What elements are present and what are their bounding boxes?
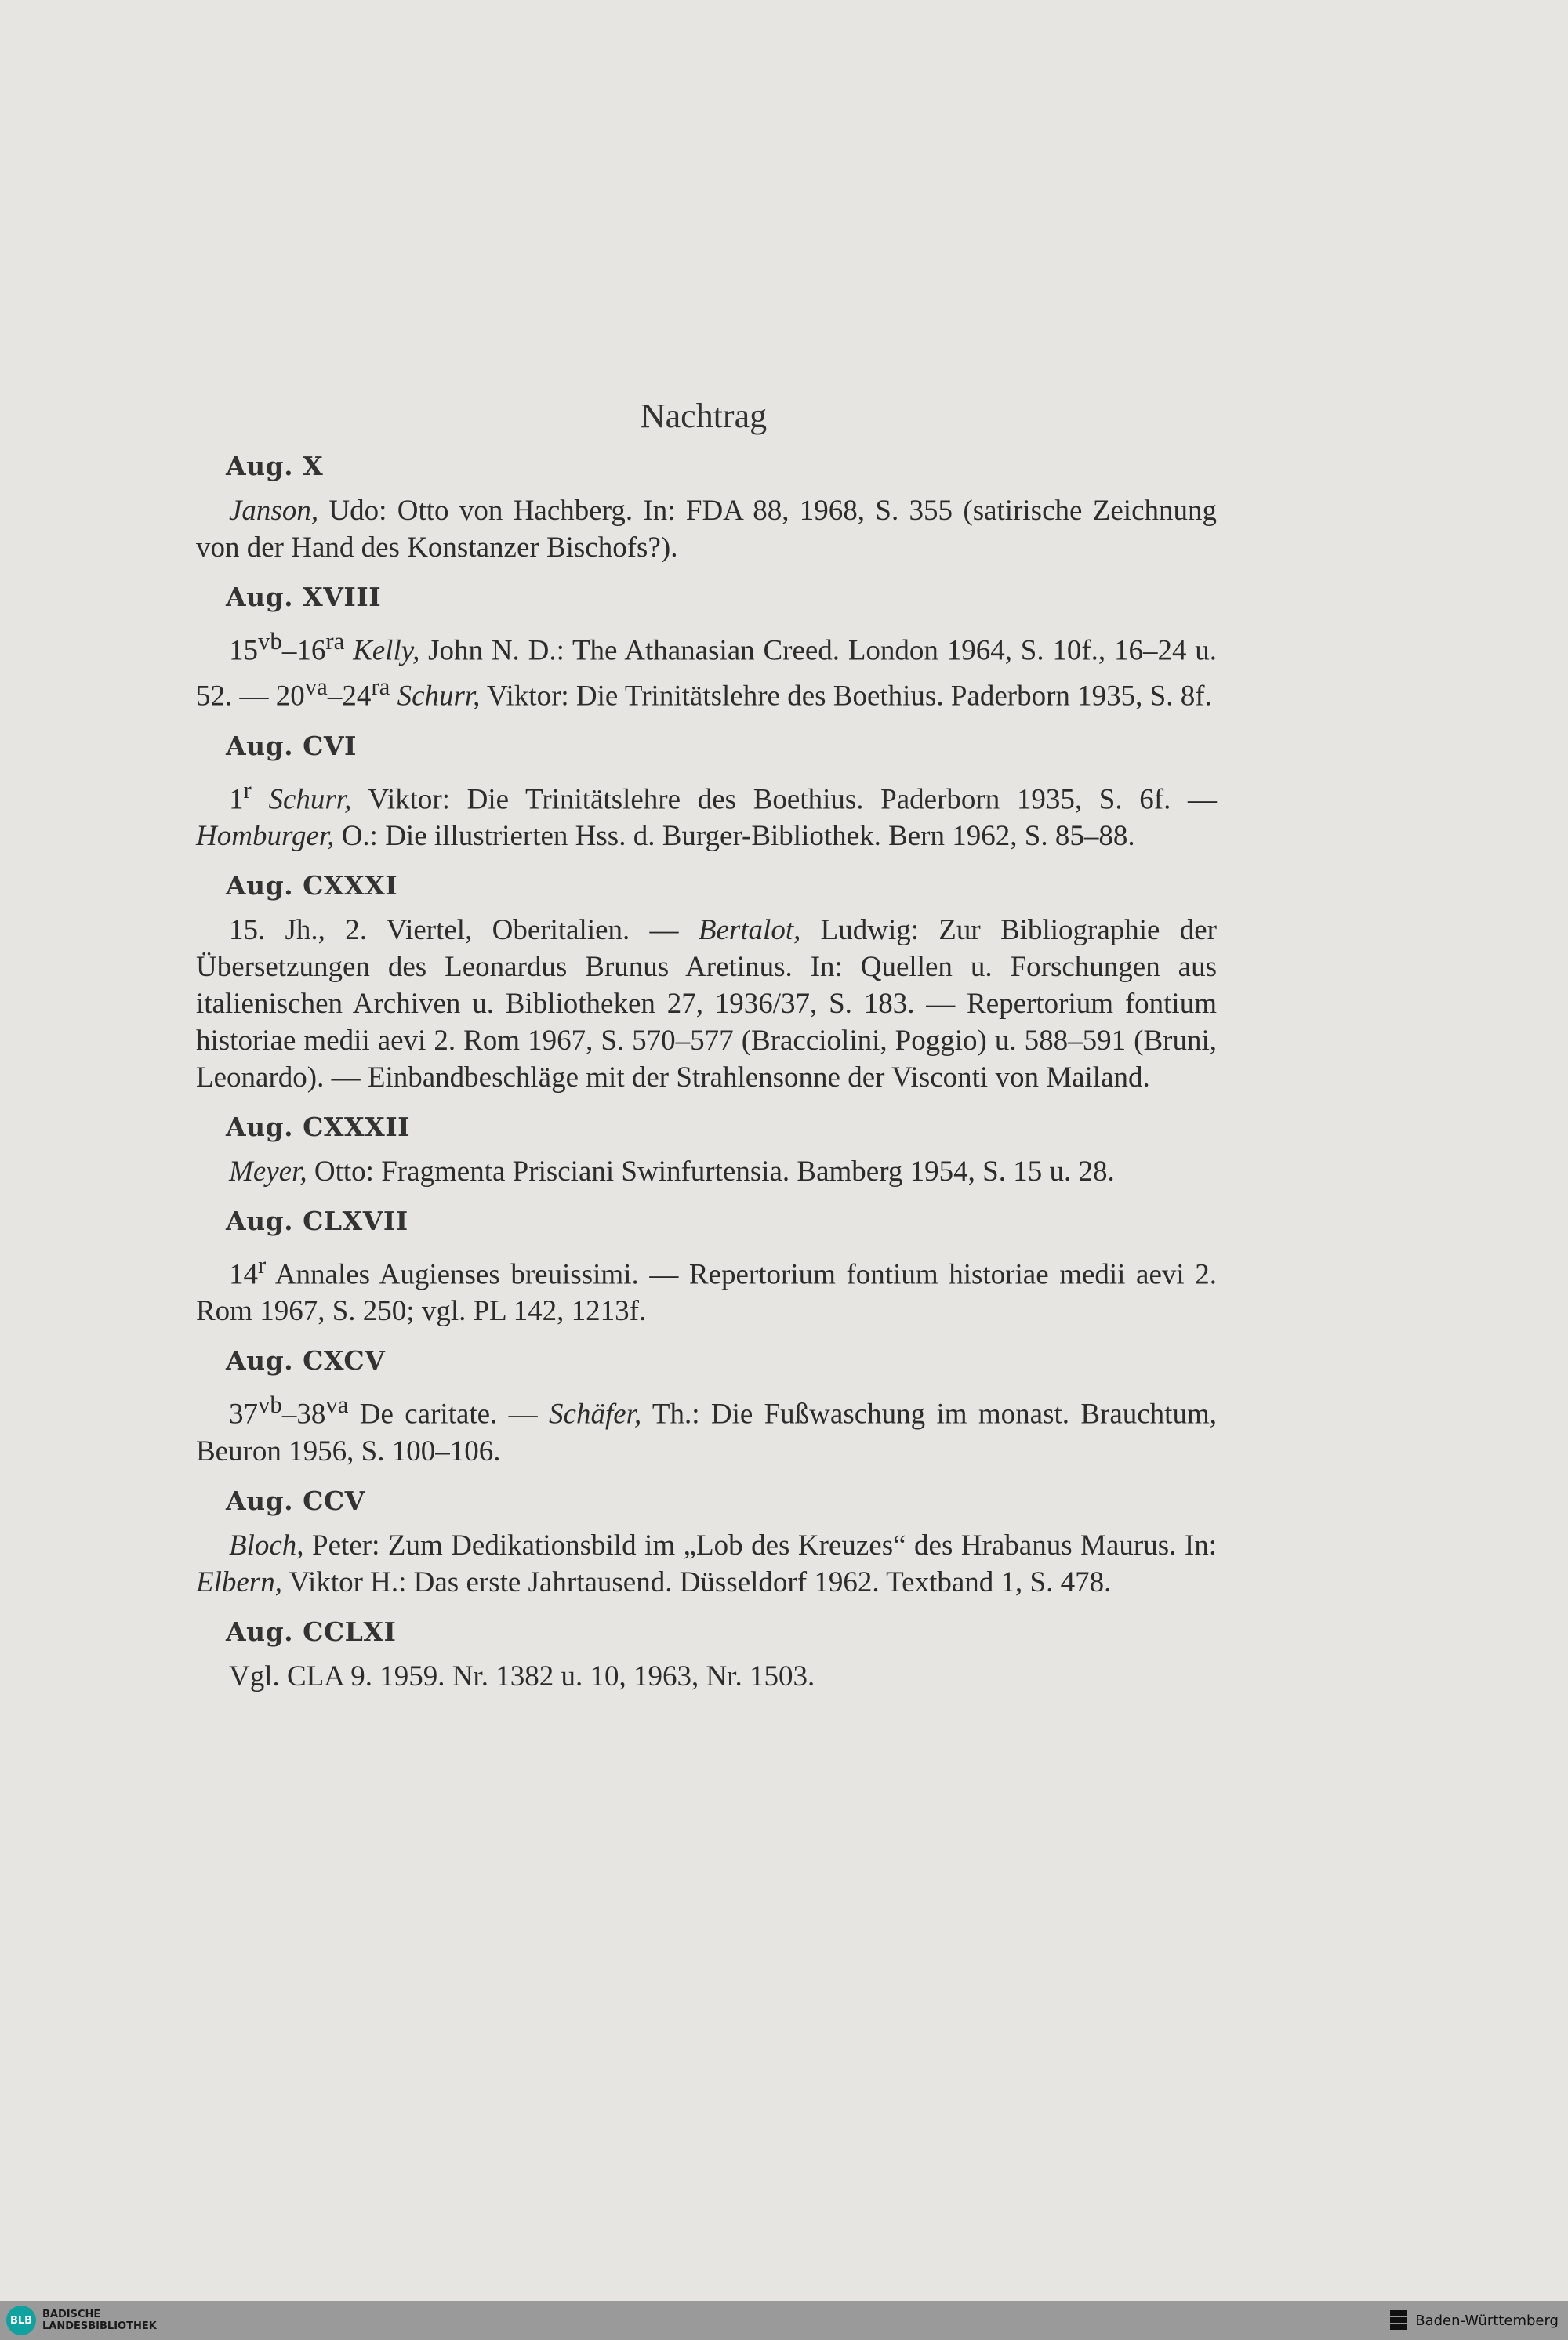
- blb-name-line2: LANDESBIBLIOTHEK: [42, 2320, 157, 2332]
- page-title: Nachtrag: [640, 397, 768, 435]
- bw-lions-icon: [1388, 2309, 1409, 2332]
- entry-text: 15. Jh., 2. Viertel, Oberitalien. — Bertalot, Ludwig: Zur Bibliographie der Übersetzungen des Leonardus Brunus Aretinus. In: Quellen u. Forschungen aus italienischen Archiven u. Bibliotheken 27, 1936/37, S. 183. — Repertorium fontium historiae medii aevi 2. Rom 1967, S. 570–577 (Bracciolini, Poggio) u. 588–591 (Bruni, Leonardo). — Einbandbeschläge mit der Strahlensonne der Visconti von Mailand.: [196, 913, 1217, 1094]
- footer-bar: [0, 2301, 1568, 2340]
- blb-logo-icon: BLB: [6, 2306, 36, 2335]
- entry-heading: Aug. CXXXII: [226, 1111, 411, 1142]
- entry-heading: Aug. X: [226, 451, 324, 481]
- blb-branding[interactable]: [6, 2306, 157, 2335]
- entry-heading: Aug. CCV: [226, 1485, 365, 1516]
- entry: [196, 870, 1217, 1096]
- blb-name-line1: BADISCHE: [42, 2309, 101, 2320]
- entry-text: Vgl. CLA 9. 1959. Nr. 1382 u. 10, 1963, Nr. 1503.: [229, 1660, 815, 1692]
- entry-text: Janson, Udo: Otto von Hachberg. In: FDA 88, 1968, S. 355 (satirische Zeichnung von der Hand des Konstanzer Bischofs?).: [196, 495, 1217, 564]
- entry-heading: Aug. CXXXI: [226, 869, 398, 901]
- entry: [196, 451, 1217, 566]
- entry: [196, 1112, 1217, 1190]
- entry-heading: Aug. CCLXI: [226, 1616, 397, 1647]
- entry-text: Bloch, Peter: Zum Dedikationsbild im „Lob des Kreuzes“ des Hrabanus Maurus. In: Elbern, Viktor H.: Das erste Jahrtausend. Düsseldorf 1962. Textband 1, S. 478.: [196, 1529, 1217, 1598]
- entry-text: 1$^r$ Schurr, Viktor: Die Trinitätslehre des Boethius. Paderborn 1935, S. 6f. — Homburger, O.: Die illustrierten Hss. d. Burger-Bibliothek. Bern 1962, S. 85–88.: [196, 776, 1218, 852]
- entry-list: [196, 451, 1217, 1711]
- entry: [196, 731, 1217, 854]
- entry-text: 14$^r$ Annales Augienses breuissimi. — Repertorium fontium historiae medii aevi 2. Rom 1967, S. 250; vgl. PL 142, 1213f.: [196, 1251, 1217, 1328]
- entry: [196, 1206, 1217, 1330]
- bw-label: Baden-Württemberg: [1415, 2312, 1559, 2329]
- bw-branding[interactable]: [1388, 2309, 1559, 2332]
- entry: [196, 1486, 1217, 1601]
- entry-heading: Aug. XVIII: [226, 582, 382, 612]
- entry-text: $15^{vb}-16^{ra}$ Kelly, John N. D.: The Athanasian Creed. London 1964, S. 10f., 16–24 u. 52. — $20^{va}-24^{ra}$ Schurr, Viktor: Die Trinitätslehre des Boethius. Paderborn 1935, S. 8f.: [196, 628, 1218, 713]
- entry: [196, 1616, 1217, 1695]
- entry-text: Meyer, Otto: Fragmenta Prisciani Swinfurtensia. Bamberg 1954, S. 15 u. 28.: [229, 1155, 1115, 1188]
- entry-heading: Aug. CLXVII: [226, 1205, 408, 1236]
- entry-heading: Aug. CXCV: [226, 1345, 386, 1377]
- entry-text: $37^{vb}-38^{va}$ De caritate. — Schäfer, Th.: Die Fußwaschung im monast. Brauchtum, Beuron 1956, S. 100–106.: [196, 1391, 1217, 1467]
- entry: [196, 582, 1217, 715]
- entry: [196, 1345, 1217, 1469]
- entry-heading: Aug. CVI: [226, 730, 357, 761]
- blb-name: [42, 2309, 157, 2332]
